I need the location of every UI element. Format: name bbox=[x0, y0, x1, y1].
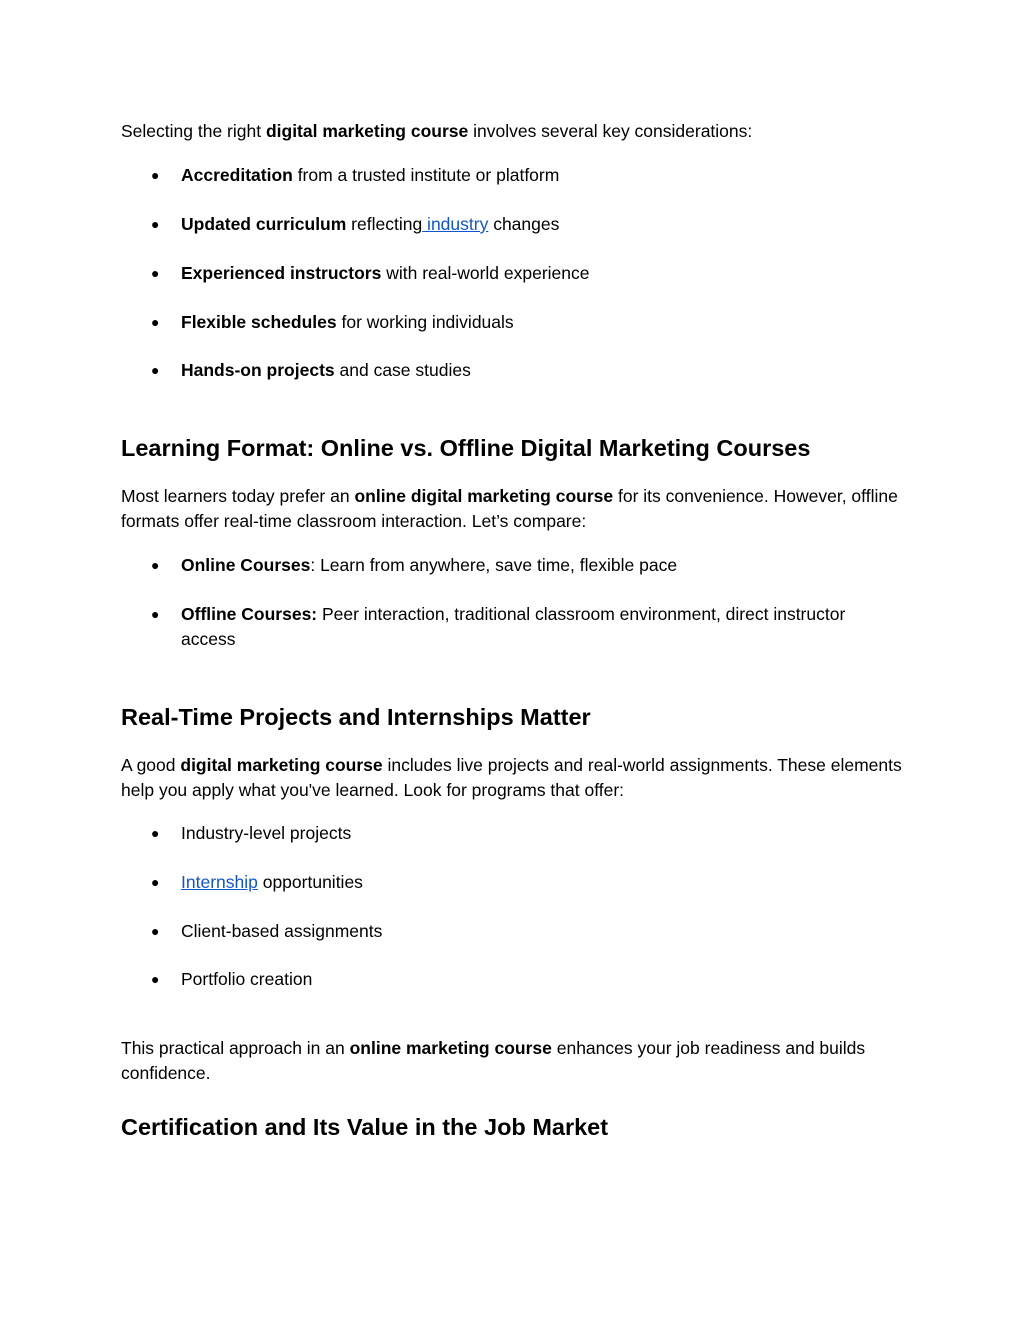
list-item bbox=[151, 310, 891, 335]
list-item-text: and case studies bbox=[334, 360, 471, 380]
paragraph-text-post: includes live projects and real-world assignments. These elements help you apply what you've learned. Look for programs that offer: bbox=[121, 755, 902, 800]
list-item-bold: Accreditation bbox=[181, 165, 293, 185]
list-item-text: Client-based assignments bbox=[181, 921, 383, 941]
list-item bbox=[151, 212, 891, 237]
list-item bbox=[151, 602, 891, 651]
bullet-icon: ● bbox=[151, 874, 160, 890]
bullet-icon: ● bbox=[151, 265, 160, 281]
paragraph-text-post: for its convenience. However, offline formats offer real-time classroom interaction. Let’s compare: bbox=[121, 486, 898, 531]
bullet-icon: ● bbox=[151, 606, 160, 622]
intro-paragraph bbox=[121, 119, 911, 144]
bullet-icon: ● bbox=[151, 314, 160, 330]
list-item-bold: Offline Courses: bbox=[181, 604, 318, 624]
bullet-icon: ● bbox=[151, 167, 160, 183]
list-item-text: with real-world experience bbox=[381, 263, 590, 283]
paragraph-text-pre: A good bbox=[121, 755, 181, 775]
section-heading-learning-format: Learning Format: Online vs. Offline Digital Marketing Courses bbox=[121, 435, 811, 461]
bullet-icon: ● bbox=[151, 557, 160, 573]
industry-link[interactable]: industry bbox=[422, 214, 489, 234]
paragraph-text-pre: This practical approach in an bbox=[121, 1038, 350, 1058]
list-item-bold: Hands-on projects bbox=[181, 360, 335, 380]
paragraph-text-bold: digital marketing course bbox=[180, 755, 383, 775]
list-item bbox=[151, 919, 891, 944]
closing-paragraph bbox=[121, 1036, 911, 1085]
list-item-text: : Learn from anywhere, save time, flexible pace bbox=[310, 555, 678, 575]
learning-format-paragraph bbox=[121, 484, 911, 533]
paragraph-text-pre: Most learners today prefer an bbox=[121, 486, 355, 506]
internship-link[interactable]: Internship bbox=[181, 872, 258, 892]
bullet-icon: ● bbox=[151, 971, 160, 987]
bullet-icon: ● bbox=[151, 362, 160, 378]
list-item-text: for working individuals bbox=[336, 312, 514, 332]
bullet-icon: ● bbox=[151, 825, 160, 841]
paragraph-text-bold: online digital marketing course bbox=[354, 486, 614, 506]
paragraph-text-post: enhances your job readiness and builds confidence. bbox=[121, 1038, 866, 1083]
list-item-bold: Online Courses bbox=[181, 555, 311, 575]
bullet-icon: ● bbox=[151, 216, 160, 232]
intro-text-pre: Selecting the right bbox=[121, 121, 266, 141]
list-item bbox=[151, 358, 891, 383]
list-item bbox=[151, 821, 891, 846]
real-time-projects-paragraph bbox=[121, 753, 911, 802]
list-item-text: opportunities bbox=[257, 872, 363, 892]
list-item bbox=[151, 163, 891, 188]
intro-text-bold: digital marketing course bbox=[265, 121, 469, 141]
list-item-text: from a trusted institute or platform bbox=[292, 165, 560, 185]
list-item bbox=[151, 553, 891, 578]
list-item-text: reflecting bbox=[346, 214, 423, 234]
list-item-text: Peer interaction, traditional classroom environment, direct instructor access bbox=[181, 604, 846, 649]
list-item-bold: Updated curriculum bbox=[181, 214, 347, 234]
bullet-icon: ● bbox=[151, 923, 160, 939]
list-item-text: Portfolio creation bbox=[181, 969, 313, 989]
intro-text-post: involves several key considerations: bbox=[468, 121, 753, 141]
section-heading-real-time-projects: Real-Time Projects and Internships Matter bbox=[121, 704, 591, 730]
list-item-bold: Experienced instructors bbox=[181, 263, 382, 283]
list-item-text: Industry-level projects bbox=[181, 823, 352, 843]
list-item bbox=[151, 261, 891, 286]
list-item bbox=[151, 870, 891, 895]
list-item-bold: Flexible schedules bbox=[181, 312, 337, 332]
section-heading-certification: Certification and Its Value in the Job Market bbox=[121, 1114, 609, 1140]
list-item-text: changes bbox=[488, 214, 560, 234]
paragraph-text-bold: online marketing course bbox=[349, 1038, 552, 1058]
list-item bbox=[151, 967, 891, 992]
